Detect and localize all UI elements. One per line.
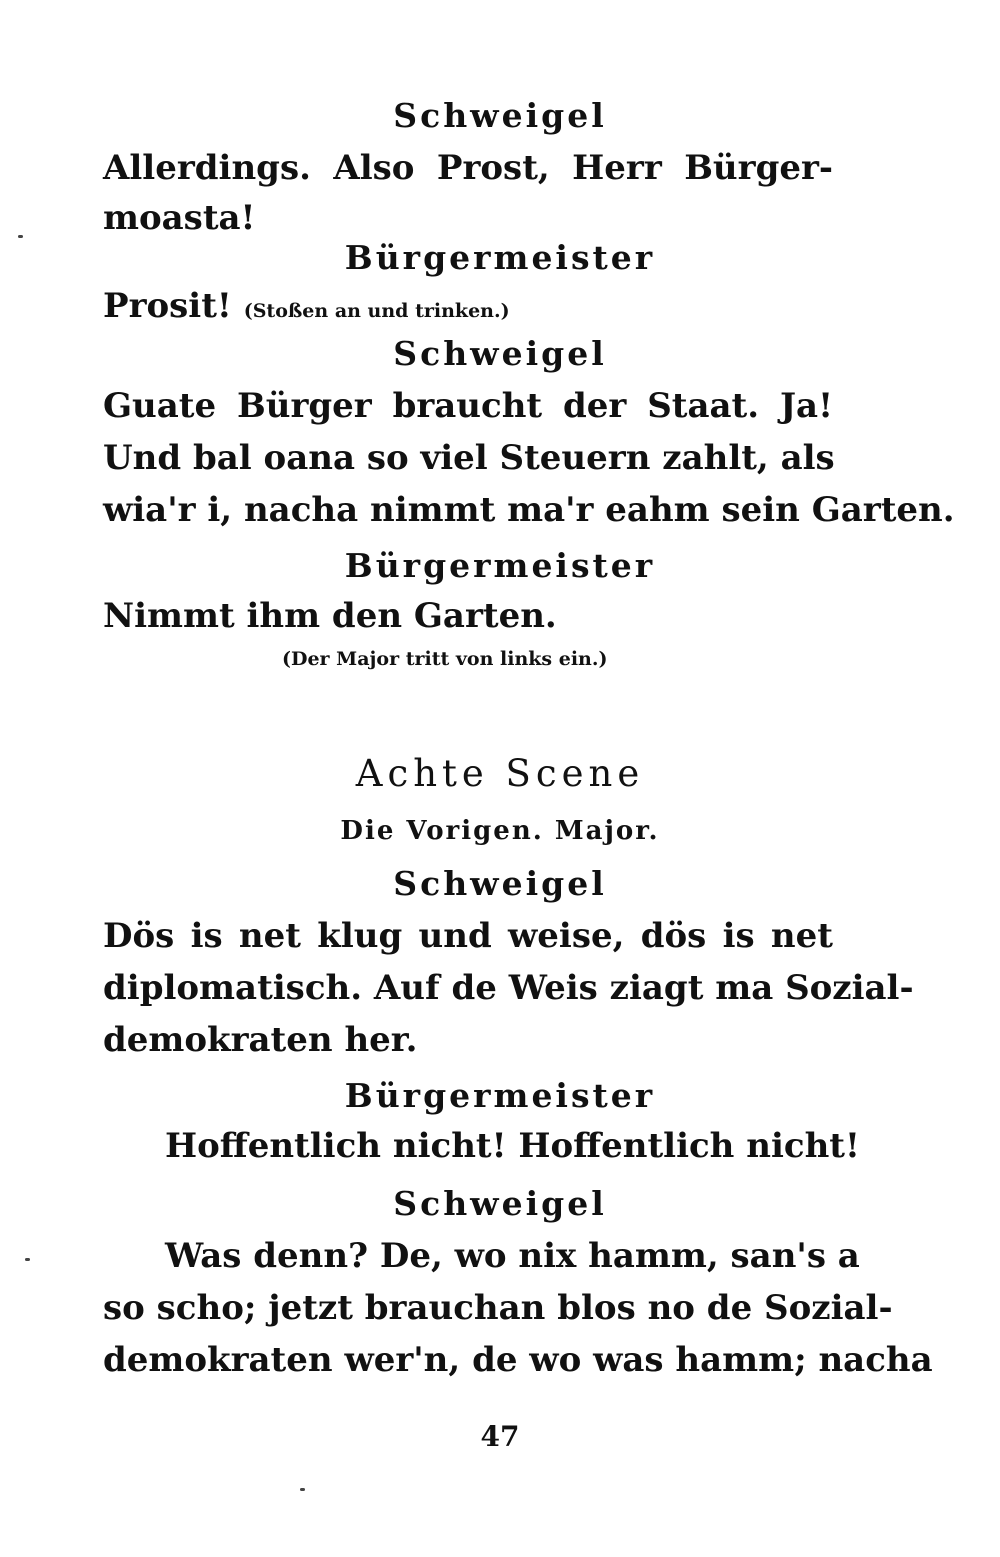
dialogue-line: Allerdings. Also Prost, Herr Bürger- (103, 148, 833, 188)
speaker-buergermeister: Bürgermeister (344, 546, 656, 585)
dialogue-text: Prosit! (103, 286, 232, 326)
dialogue-line: Hoffentlich nicht! Hoffentlich nicht! (165, 1126, 860, 1166)
dialogue-line: Was denn? De, wo nix hamm, san's a (165, 1236, 860, 1276)
speaker-buergermeister: Bürgermeister (344, 1076, 656, 1115)
scan-speck (300, 1488, 305, 1491)
dialogue-line (103, 286, 833, 326)
dialogue-line: Dös is net klug und weise, dös is net (103, 916, 833, 956)
scene-heading: Achte Scene (355, 752, 645, 795)
speaker-schweigel: Schweigel (393, 334, 607, 373)
dialogue-line: diplomatisch. Auf de Weis ziagt ma Sozial- (103, 968, 914, 1008)
dialogue-line: Und bal oana so viel Steuern zahlt, als (103, 438, 835, 478)
dialogue-line: wia'r i, nacha nimmt ma'r eahm sein Garten. (103, 490, 955, 530)
speaker-schweigel: Schweigel (393, 1184, 607, 1223)
dialogue-line: demokraten wer'n, de wo was hamm; nacha (103, 1340, 933, 1380)
dialogue-line: demokraten her. (103, 1020, 418, 1060)
scene-characters: Die Vorigen. Major. (340, 816, 660, 846)
speaker-schweigel: Schweigel (393, 864, 607, 903)
scan-speck (25, 1258, 30, 1261)
scan-speck (18, 235, 23, 238)
speaker-buergermeister: Bürgermeister (344, 238, 656, 277)
speaker-schweigel: Schweigel (393, 96, 607, 135)
stage-direction: (Stoßen an und trinken.) (243, 300, 510, 322)
dialogue-line: so scho; jetzt brauchan blos no de Sozial- (103, 1288, 893, 1328)
dialogue-line: moasta! (103, 198, 256, 238)
dialogue-line: Guate Bürger braucht der Staat. Ja! (103, 386, 833, 426)
page-number: 47 (480, 1420, 520, 1453)
dialogue-line: Nimmt ihm den Garten. (103, 596, 557, 636)
stage-direction: (Der Major tritt von links ein.) (282, 648, 608, 670)
